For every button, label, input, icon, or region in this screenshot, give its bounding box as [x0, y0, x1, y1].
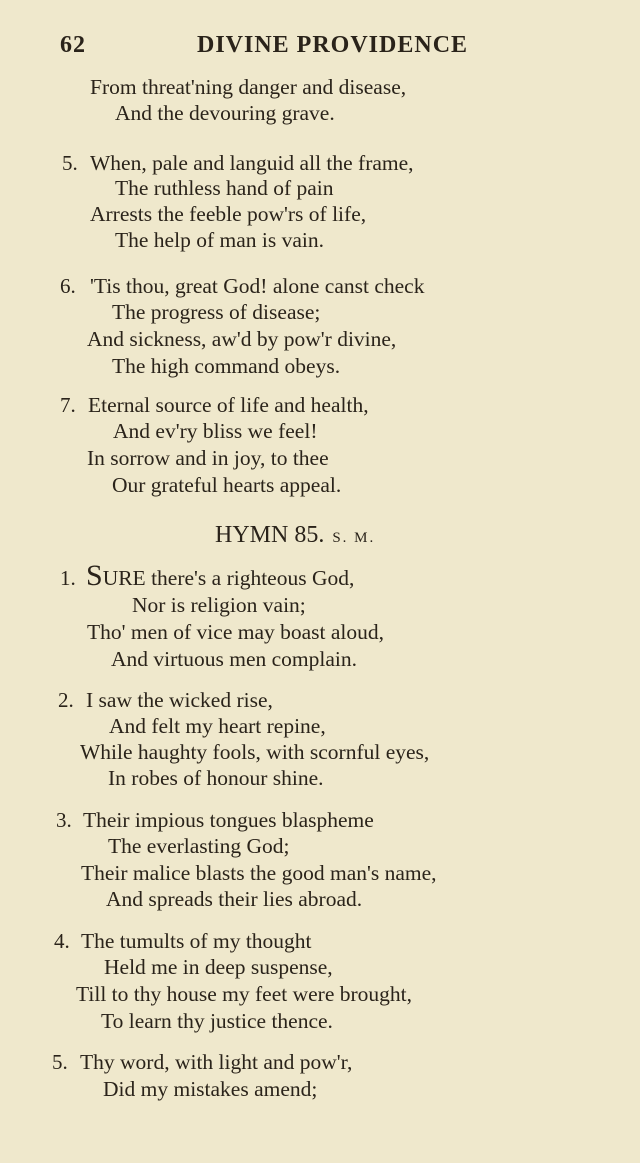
verse-line: The high command obeys. — [112, 354, 341, 378]
page-number: 62 — [60, 32, 86, 58]
verse-line: The progress of disease; — [112, 300, 321, 324]
verse-line: Thy word, with light and pow'r, — [80, 1050, 353, 1074]
verse-line: And felt my heart repine, — [109, 714, 326, 738]
verse-line: And sickness, aw'd by pow'r divine, — [87, 327, 397, 351]
running-title: DIVINE PROVIDENCE — [197, 32, 469, 58]
stanza-number: 2. — [58, 688, 74, 712]
verse-line: Tho' men of vice may boast aloud, — [87, 620, 385, 644]
stanza-number: 4. — [54, 929, 70, 953]
verse-line: Our grateful hearts appeal. — [112, 473, 342, 497]
hymn-meter: S. M. — [332, 530, 376, 546]
verse-line: I saw the wicked rise, — [86, 688, 273, 712]
verse-line: Till to thy house my feet were brought, — [76, 982, 413, 1006]
verse-line: Their malice blasts the good man's name, — [81, 861, 437, 885]
verse-line: From threat'ning danger and disease, — [90, 75, 407, 99]
hymn-heading — [215, 522, 375, 549]
verse-line: 'Tis thou, great God! alone canst check — [90, 274, 425, 298]
stanza-number: 7. — [60, 393, 76, 417]
verse-line: While haughty fools, with scornful eyes, — [80, 740, 430, 764]
verse-line: Nor is religion vain; — [132, 593, 306, 617]
stanza-number: 3. — [56, 808, 72, 832]
verse-line: The everlasting God; — [108, 834, 290, 858]
verse-line: In sorrow and in joy, to thee — [87, 446, 329, 470]
verse-line: Arrests the feeble pow'rs of life, — [90, 202, 367, 226]
verse-line: The help of man is vain. — [115, 228, 324, 252]
stanza-number: 5. — [52, 1050, 68, 1074]
verse-line: Their impious tongues blaspheme — [83, 808, 374, 832]
verse-line: And spreads their lies abroad. — [106, 887, 363, 911]
verse-line: Did my mistakes amend; — [103, 1077, 318, 1101]
verse-line: In robes of honour shine. — [108, 766, 324, 790]
verse-line: Eternal source of life and health, — [88, 393, 369, 417]
stanza-number: 6. — [60, 274, 76, 298]
stanza-number: 1. — [60, 566, 76, 590]
verse-line: And ev'ry bliss we feel! — [113, 419, 318, 443]
verse-line: To learn thy justice thence. — [101, 1009, 333, 1033]
drop-cap: S — [86, 559, 103, 592]
first-line-text: URE there's a righteous God, — [102, 566, 355, 590]
verse-line: Held me in deep suspense, — [104, 955, 333, 979]
verse-line-first — [86, 559, 355, 592]
verse-line: The ruthless hand of pain — [115, 176, 334, 200]
hymn-title: HYMN 85. — [215, 522, 325, 548]
verse-line: And virtuous men complain. — [111, 647, 358, 671]
verse-line: When, pale and languid all the frame, — [90, 151, 414, 175]
verse-line: And the devouring grave. — [115, 101, 335, 125]
stanza-number: 5. — [62, 151, 78, 175]
verse-line: The tumults of my thought — [81, 929, 312, 953]
